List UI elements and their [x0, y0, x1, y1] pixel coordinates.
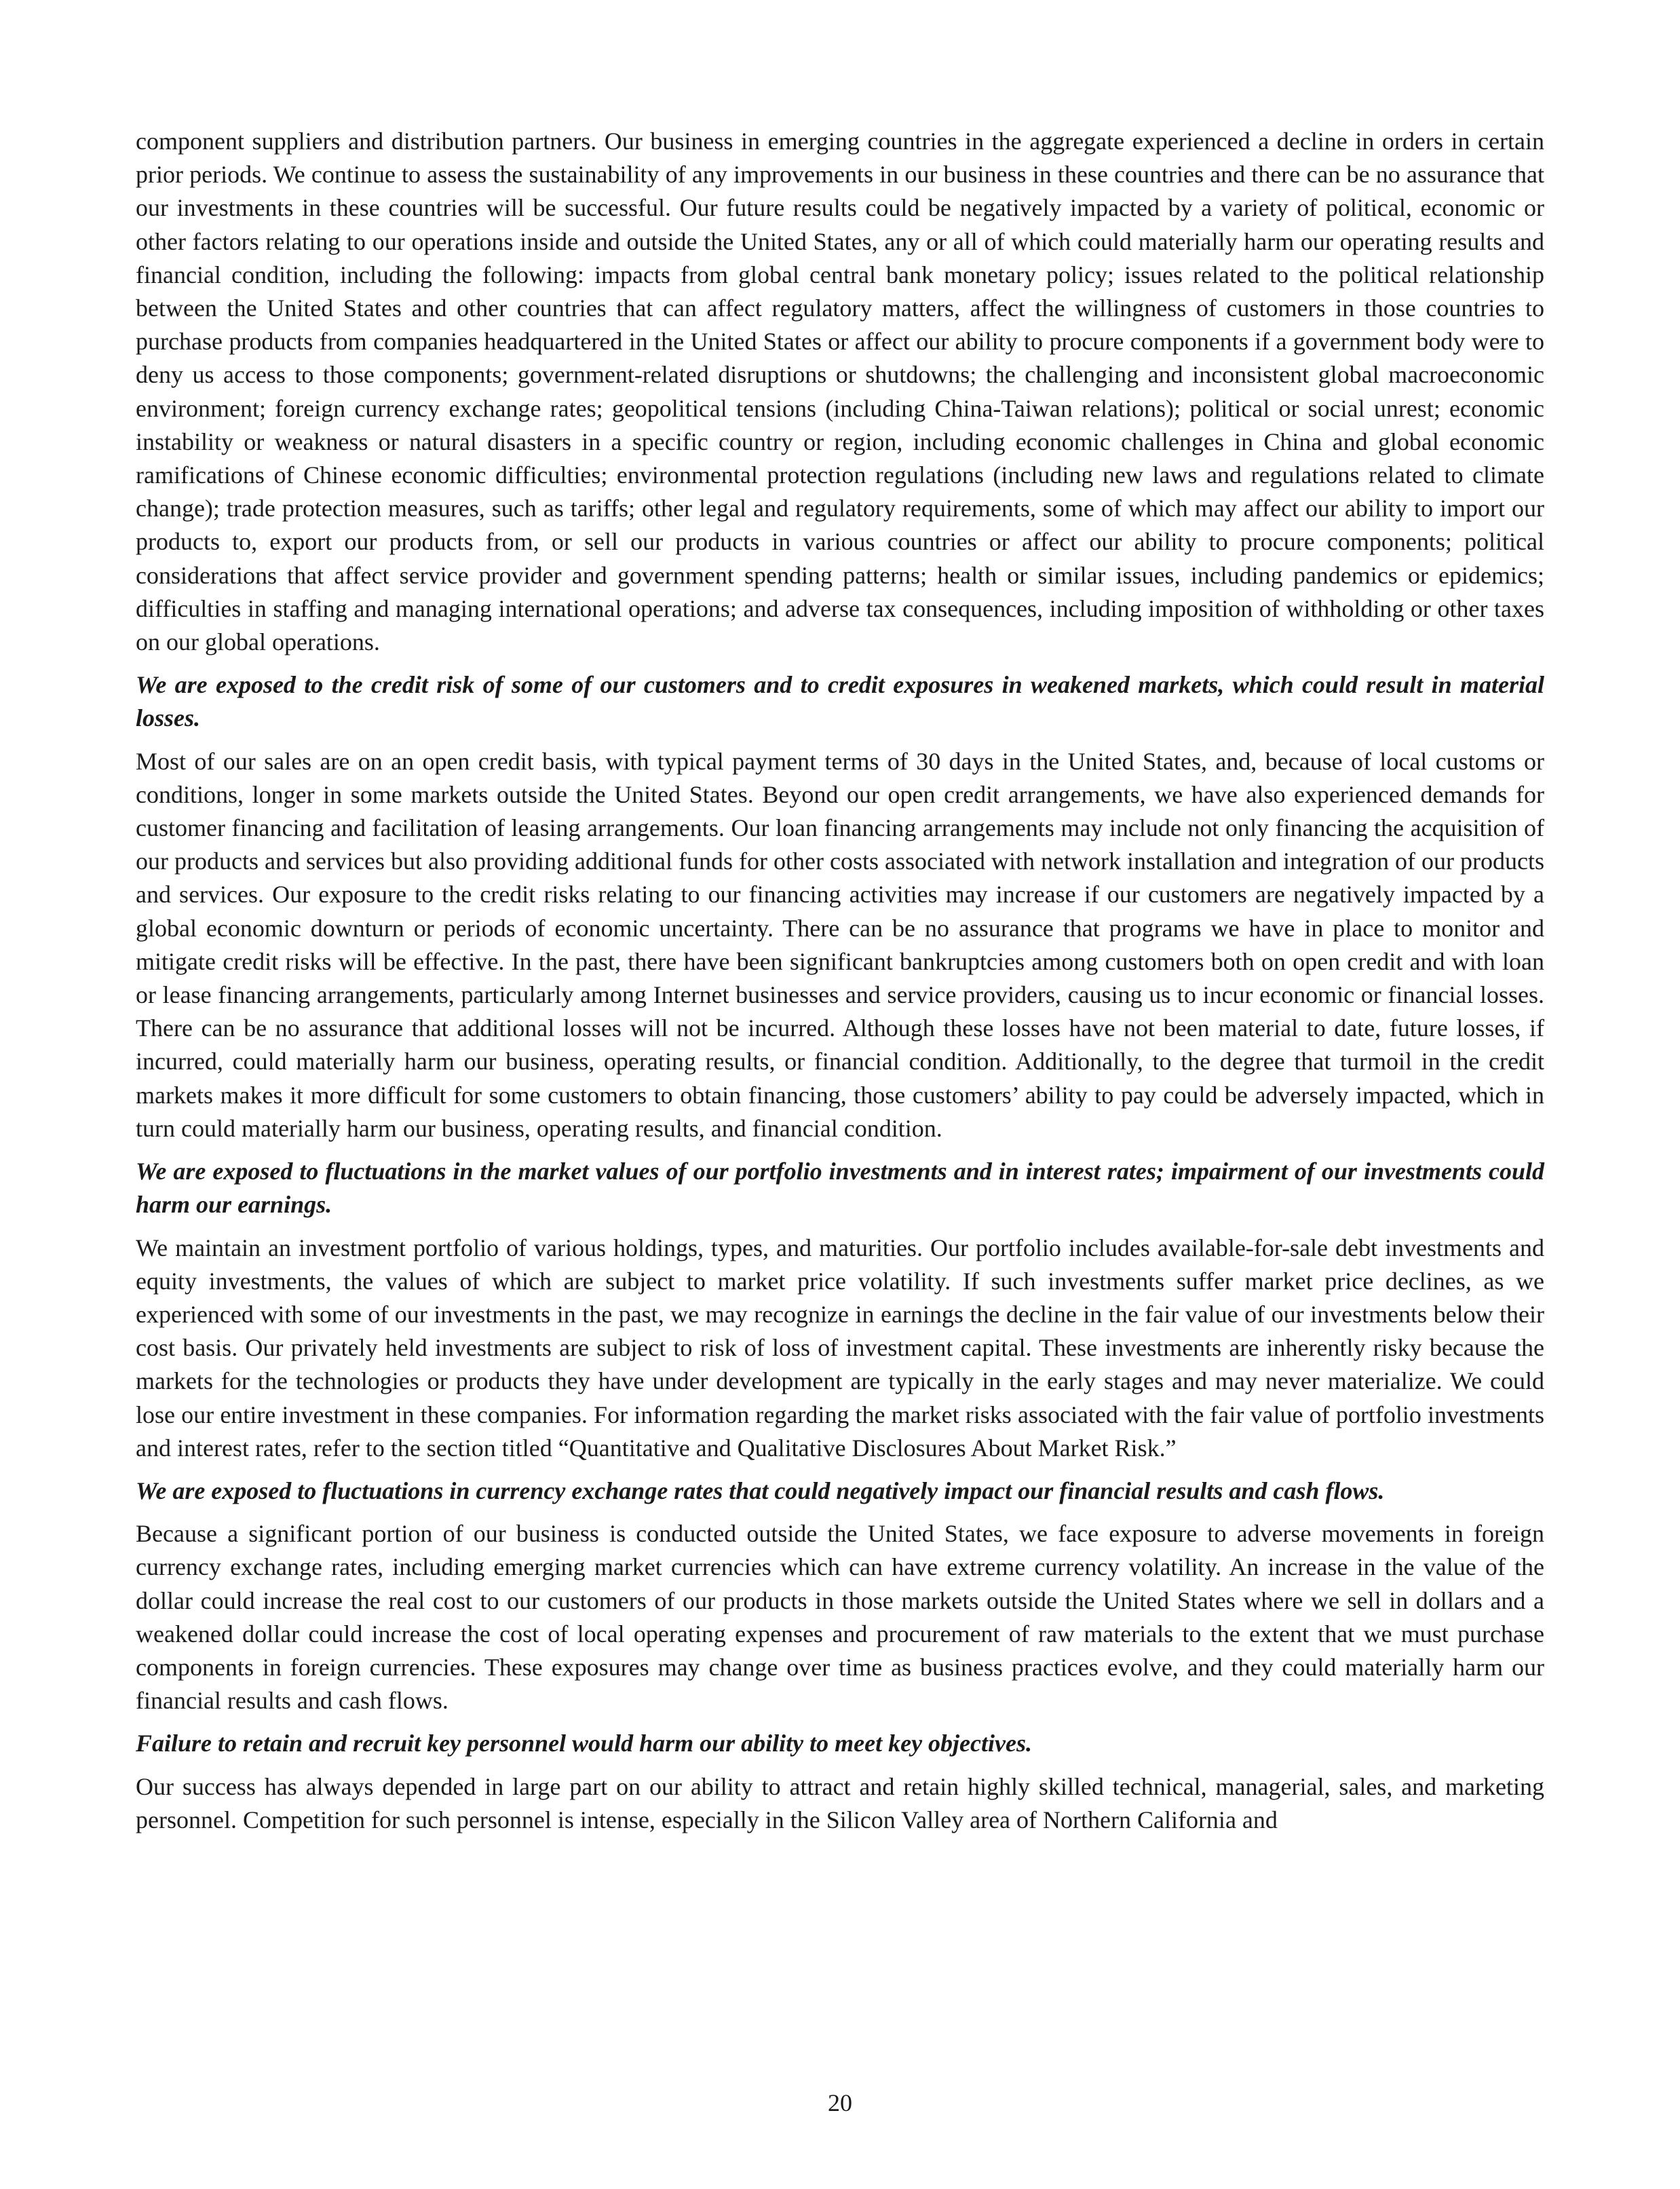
paragraph-emerging-countries: component suppliers and distribution partners. Our business in emerging countries in the aggregate experienced a decline in orders in certain prior periods. We continue to assess the sustainability of any improvements in our business in these countries and there can be no assurance that our investments in these countries will be successful. Our future results could be negatively impacted by a variety of political, economic or other factors relating to our operations inside and outside the United States, any or all of which could materially harm our operating results and financial condition, including the following: impacts from global central bank monetary policy; issues related to the political relationship between the United States and other countries that can affect regulatory matters, affect the willingness of customers in those countries to purchase products from companies headquartered in the United States or affect our ability to procure components if a government body were to deny us access to those components; government-related disruptions or shutdowns; the challenging and inconsistent global macroeconomic environment; foreign currency exchange rates; geopolitical tensions (including China-Taiwan relations); political or social unrest; economic instability or weakness or natural disasters in a specific country or region, including economic challenges in China and global economic ramifications of Chinese economic difficulties; environmental protection regulations (including new laws and regulations related to climate change); trade protection measures, such as tariffs; other legal and regulatory requirements, some of which may affect our ability to import our products to, export our products from, or sell our products in various countries or affect our ability to procure components; political considerations that affect service provider and government spending patterns; health or similar issues, including pandemics or epidemics; difficulties in staffing and managing international operations; and adverse tax consequences, including imposition of withholding or other taxes on our global operations. — [136, 128, 1544, 656]
paragraph-portfolio-investments: We maintain an investment portfolio of various holdings, types, and maturities. Our portfolio includes available-for-sale debt investments and equity investments, the values of which are subject to market price volatility. If such investments suffer market price declines, as we experienced with some of our investments in the past, we may recognize in earnings the decline in the fair value of our investments below their cost basis. Our privately held investments are subject to risk of loss of investment capital. These investments are inherently risky because the markets for the technologies or products they have under development are typically in the early stages and may never materialize. We could lose our entire investment in these companies. For information regarding the market risks associated with the fair value of portfolio investments and interest rates, refer to the section titled “Quantitative and Qualitative Disclosures About Market Risk.” — [136, 1234, 1544, 1462]
heading-credit-risk: We are exposed to the credit risk of some of our customers and to credit exposures in weakened markets, which could result in material losses. — [136, 671, 1544, 732]
heading-portfolio-investments: We are exposed to fluctuations in the market values of our portfolio investments and in interest rates; impairment of our investments could harm our earnings. — [136, 1158, 1544, 1219]
document-page — [136, 125, 1544, 1846]
paragraph-key-personnel: Our success has always depended in large part on our ability to attract and retain highly skilled technical, managerial, sales, and marketing personnel. Competition for such personnel is intense, especially in the Silicon Valley area of Northern California and — [136, 1772, 1544, 1833]
paragraph-currency-exchange: Because a significant portion of our business is conducted outside the United States, we face exposure to adverse movements in foreign currency exchange rates, including emerging market currencies which can have extreme currency volatility. An increase in the value of the dollar could increase the real cost to our customers of our products in those markets outside the United States where we sell in dollars and a weakened dollar could increase the cost of local operating expenses and procurement of raw materials to the extent that we must purchase components in foreign currencies. These exposures may change over time as business practices evolve, and they could materially harm our financial results and cash flows. — [136, 1520, 1544, 1715]
heading-key-personnel: Failure to retain and recruit key personnel would harm our ability to meet key objectives. — [136, 1730, 1032, 1757]
page-number: 20 — [828, 2089, 852, 2116]
heading-currency-exchange: We are exposed to fluctuations in currency exchange rates that could negatively impact our financial results and cash flows. — [136, 1477, 1385, 1504]
paragraph-credit-risk: Most of our sales are on an open credit basis, with typical payment terms of 30 days in the United States, and, because of local customs or conditions, longer in some markets outside the United States. Beyond our open credit arrangements, we have also experienced demands for customer financing and facilitation of leasing arrangements. Our loan financing arrangements may include not only financing the acquisition of our products and services but also providing additional funds for other costs associated with network installation and integration of our products and services. Our exposure to the credit risks relating to our financing activities may increase if our customers are negatively impacted by a global economic downturn or periods of economic uncertainty. There can be no assurance that programs we have in place to monitor and mitigate credit risks will be effective. In the past, there have been significant bankruptcies among customers both on open credit and with loan or lease financing arrangements, particularly among Internet businesses and service providers, causing us to incur economic or financial losses. There can be no assurance that additional losses will not be incurred. Although these losses have not been material to date, future losses, if incurred, could materially harm our business, operating results, or financial condition. Additionally, to the degree that turmoil in the credit markets makes it more difficult for some customers to obtain financing, those customers’ ability to pay could be adversely impacted, which in turn could materially harm our business, operating results, and financial condition. — [136, 747, 1544, 1142]
